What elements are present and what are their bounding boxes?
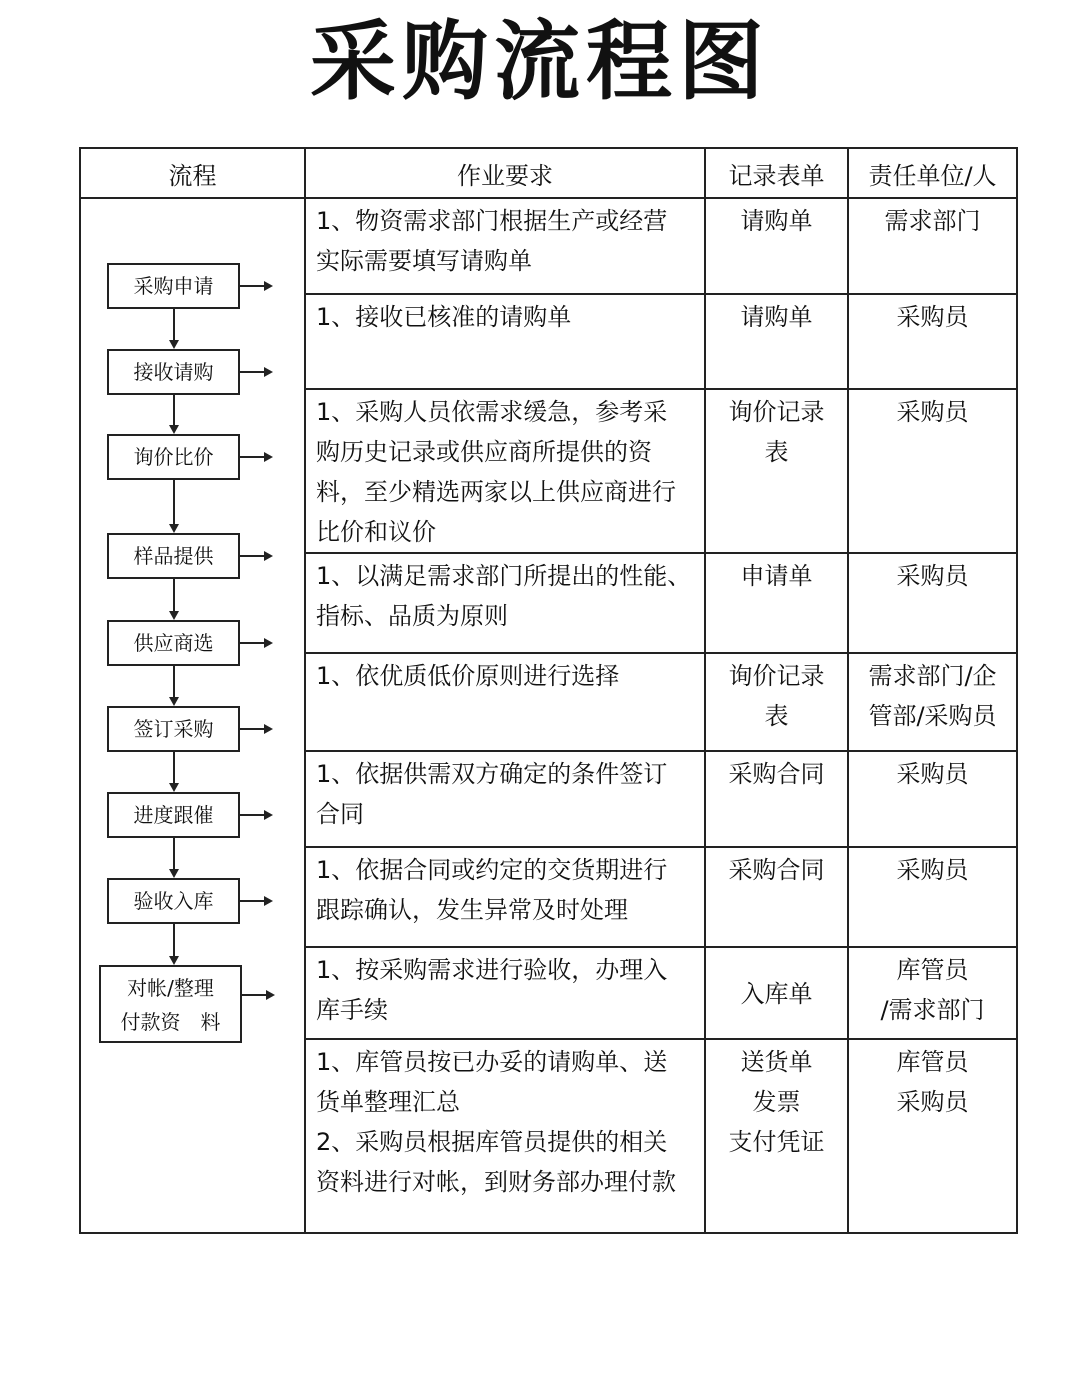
arrow-right-icon [264, 551, 273, 561]
form-cell [705, 198, 848, 294]
form-cell [705, 847, 848, 947]
form-line: 入库单 [740, 980, 813, 1008]
req-line: 1、物资需求部门根据生产或经营 [316, 207, 668, 235]
flow-connector [240, 900, 264, 902]
responsible-cell [848, 947, 1017, 1039]
flow-connector [240, 285, 264, 287]
arrow-right-icon [264, 281, 273, 291]
resp-line: 采购员 [896, 760, 969, 788]
header-record-form: 记录表单 [705, 148, 848, 198]
flow-step-label: 验收入库 [133, 889, 214, 913]
page-title: 采购流程图 [310, 12, 770, 112]
resp-line: 库管员 [896, 1048, 969, 1076]
arrow-right-icon [264, 724, 273, 734]
form-line: 表 [764, 702, 789, 730]
req-line: 指标、品质为原则 [316, 602, 508, 630]
requirement-cell [305, 553, 705, 653]
flow-connector [240, 814, 264, 816]
flow-connector [173, 395, 175, 426]
responsible-cell [848, 553, 1017, 653]
flow-step-box [107, 263, 240, 309]
resp-line: 需求部门 [884, 207, 981, 235]
form-cell [705, 553, 848, 653]
flow-step-label: 接收请购 [133, 360, 214, 384]
flow-step-box [107, 349, 240, 395]
requirement-cell [305, 751, 705, 847]
req-line: 跟踪确认，发生异常及时处理 [316, 896, 628, 924]
responsible-cell [848, 198, 1017, 294]
arrow-right-icon [264, 452, 273, 462]
arrow-right-icon [264, 810, 273, 820]
resp-line: 采购员 [896, 856, 969, 884]
responsible-cell [848, 294, 1017, 389]
requirement-cell [305, 389, 705, 553]
flow-step-box [99, 965, 242, 1043]
requirement-cell [305, 198, 705, 294]
flow-connector [173, 666, 175, 698]
arrow-right-icon [266, 990, 275, 1000]
arrow-down-icon [169, 783, 179, 792]
arrow-down-icon [169, 425, 179, 434]
form-cell [705, 389, 848, 553]
responsible-cell [848, 389, 1017, 553]
flow-step-box [107, 620, 240, 666]
requirement-cell [305, 947, 705, 1039]
flow-step-box [107, 706, 240, 752]
table-row [80, 198, 1017, 294]
flow-connector [240, 371, 264, 373]
flow-step-label: 对帐/整理 [127, 976, 214, 1000]
flow-connector [173, 752, 175, 784]
responsible-cell [848, 1039, 1017, 1233]
req-line: 1、采购人员依需求缓急，参考采 [316, 398, 668, 426]
arrow-down-icon [169, 524, 179, 533]
form-cell [705, 947, 848, 1039]
req-line: 实际需要填写请购单 [316, 247, 532, 275]
form-line: 送货单 [740, 1048, 813, 1076]
req-line: 比价和议价 [316, 518, 436, 546]
form-cell [705, 751, 848, 847]
req-line: 资料进行对帐，到财务部办理付款 [316, 1168, 676, 1196]
form-line: 采购合同 [728, 760, 825, 788]
form-line: 支付凭证 [728, 1128, 825, 1156]
req-line: 2、采购员根据库管员提供的相关 [316, 1128, 668, 1156]
arrow-right-icon [264, 367, 273, 377]
arrow-down-icon [169, 697, 179, 706]
req-line: 合同 [316, 800, 364, 828]
form-cell [705, 294, 848, 389]
req-line: 1、库管员按已办妥的请购单、送 [316, 1048, 668, 1076]
req-line: 1、依据供需双方确定的条件签订 [316, 760, 668, 788]
form-cell [705, 653, 848, 751]
flow-connector [173, 579, 175, 612]
flow-step-box [107, 533, 240, 579]
req-line: 1、依据合同或约定的交货期进行 [316, 856, 668, 884]
req-line: 1、依优质低价原则进行选择 [316, 662, 620, 690]
flow-connector [240, 456, 264, 458]
arrow-down-icon [169, 869, 179, 878]
requirement-cell [305, 1039, 705, 1233]
flow-step-box [107, 878, 240, 924]
req-line: 货单整理汇总 [316, 1088, 460, 1116]
flow-connector [173, 838, 175, 870]
requirement-cell [305, 294, 705, 389]
resp-line: 需求部门/企 [868, 662, 997, 690]
flow-column [80, 198, 305, 1233]
flow-connector [240, 642, 264, 644]
responsible-cell [848, 653, 1017, 751]
process-table [79, 147, 1018, 1234]
flow-step-box [107, 434, 240, 480]
req-line: 料，至少精选两家以上供应商进行 [316, 478, 676, 506]
arrow-right-icon [264, 638, 273, 648]
flow-step-label: 签订采购 [133, 717, 214, 741]
flow-step-label: 付款资 料 [120, 1010, 221, 1034]
flow-step-label: 询价比价 [133, 445, 214, 469]
responsible-cell [848, 751, 1017, 847]
requirement-cell [305, 653, 705, 751]
form-line: 请购单 [740, 207, 813, 235]
flow-step-label: 采购申请 [133, 274, 214, 298]
req-line: 1、按采购需求进行验收，办理入 [316, 956, 668, 984]
flow-connector [242, 994, 266, 996]
req-line: 1、以满足需求部门所提出的性能、 [316, 562, 692, 590]
flow-connector [240, 555, 264, 557]
form-line: 表 [764, 438, 789, 466]
resp-line: 采购员 [896, 303, 969, 331]
flow-step-label: 样品提供 [133, 544, 214, 568]
req-line: 库手续 [316, 996, 388, 1024]
resp-line: 采购员 [896, 398, 969, 426]
resp-line: 采购员 [896, 1088, 969, 1116]
responsible-cell [848, 847, 1017, 947]
req-line: 购历史记录或供应商所提供的资 [316, 438, 652, 466]
flow-connector [173, 309, 175, 341]
form-line: 请购单 [740, 303, 813, 331]
flow-step-box [107, 792, 240, 838]
flow-connector [173, 924, 175, 957]
arrow-down-icon [169, 956, 179, 965]
resp-line: 采购员 [896, 562, 969, 590]
flow-connector [240, 728, 264, 730]
form-line: 发票 [752, 1088, 801, 1116]
resp-line: 管部/采购员 [868, 702, 997, 730]
form-cell [705, 1039, 848, 1233]
header-row [80, 148, 1017, 198]
flow-step-label: 进度跟催 [133, 803, 214, 827]
resp-line: 库管员 [896, 956, 969, 984]
arrow-right-icon [264, 896, 273, 906]
header-flow: 流程 [80, 148, 305, 198]
form-line: 询价记录 [728, 398, 825, 426]
table-body [80, 198, 1017, 1233]
arrow-down-icon [169, 611, 179, 620]
form-line: 询价记录 [728, 662, 825, 690]
header-responsible: 责任单位/人 [848, 148, 1017, 198]
arrow-down-icon [169, 340, 179, 349]
header-requirements: 作业要求 [305, 148, 705, 198]
requirement-cell [305, 847, 705, 947]
flowchart [81, 199, 306, 1233]
form-line: 申请单 [740, 562, 813, 590]
resp-line: /需求部门 [880, 996, 985, 1024]
form-line: 采购合同 [728, 856, 825, 884]
flow-connector [173, 480, 175, 525]
req-line: 1、接收已核准的请购单 [316, 303, 572, 331]
flow-step-label: 供应商选 [133, 631, 214, 655]
